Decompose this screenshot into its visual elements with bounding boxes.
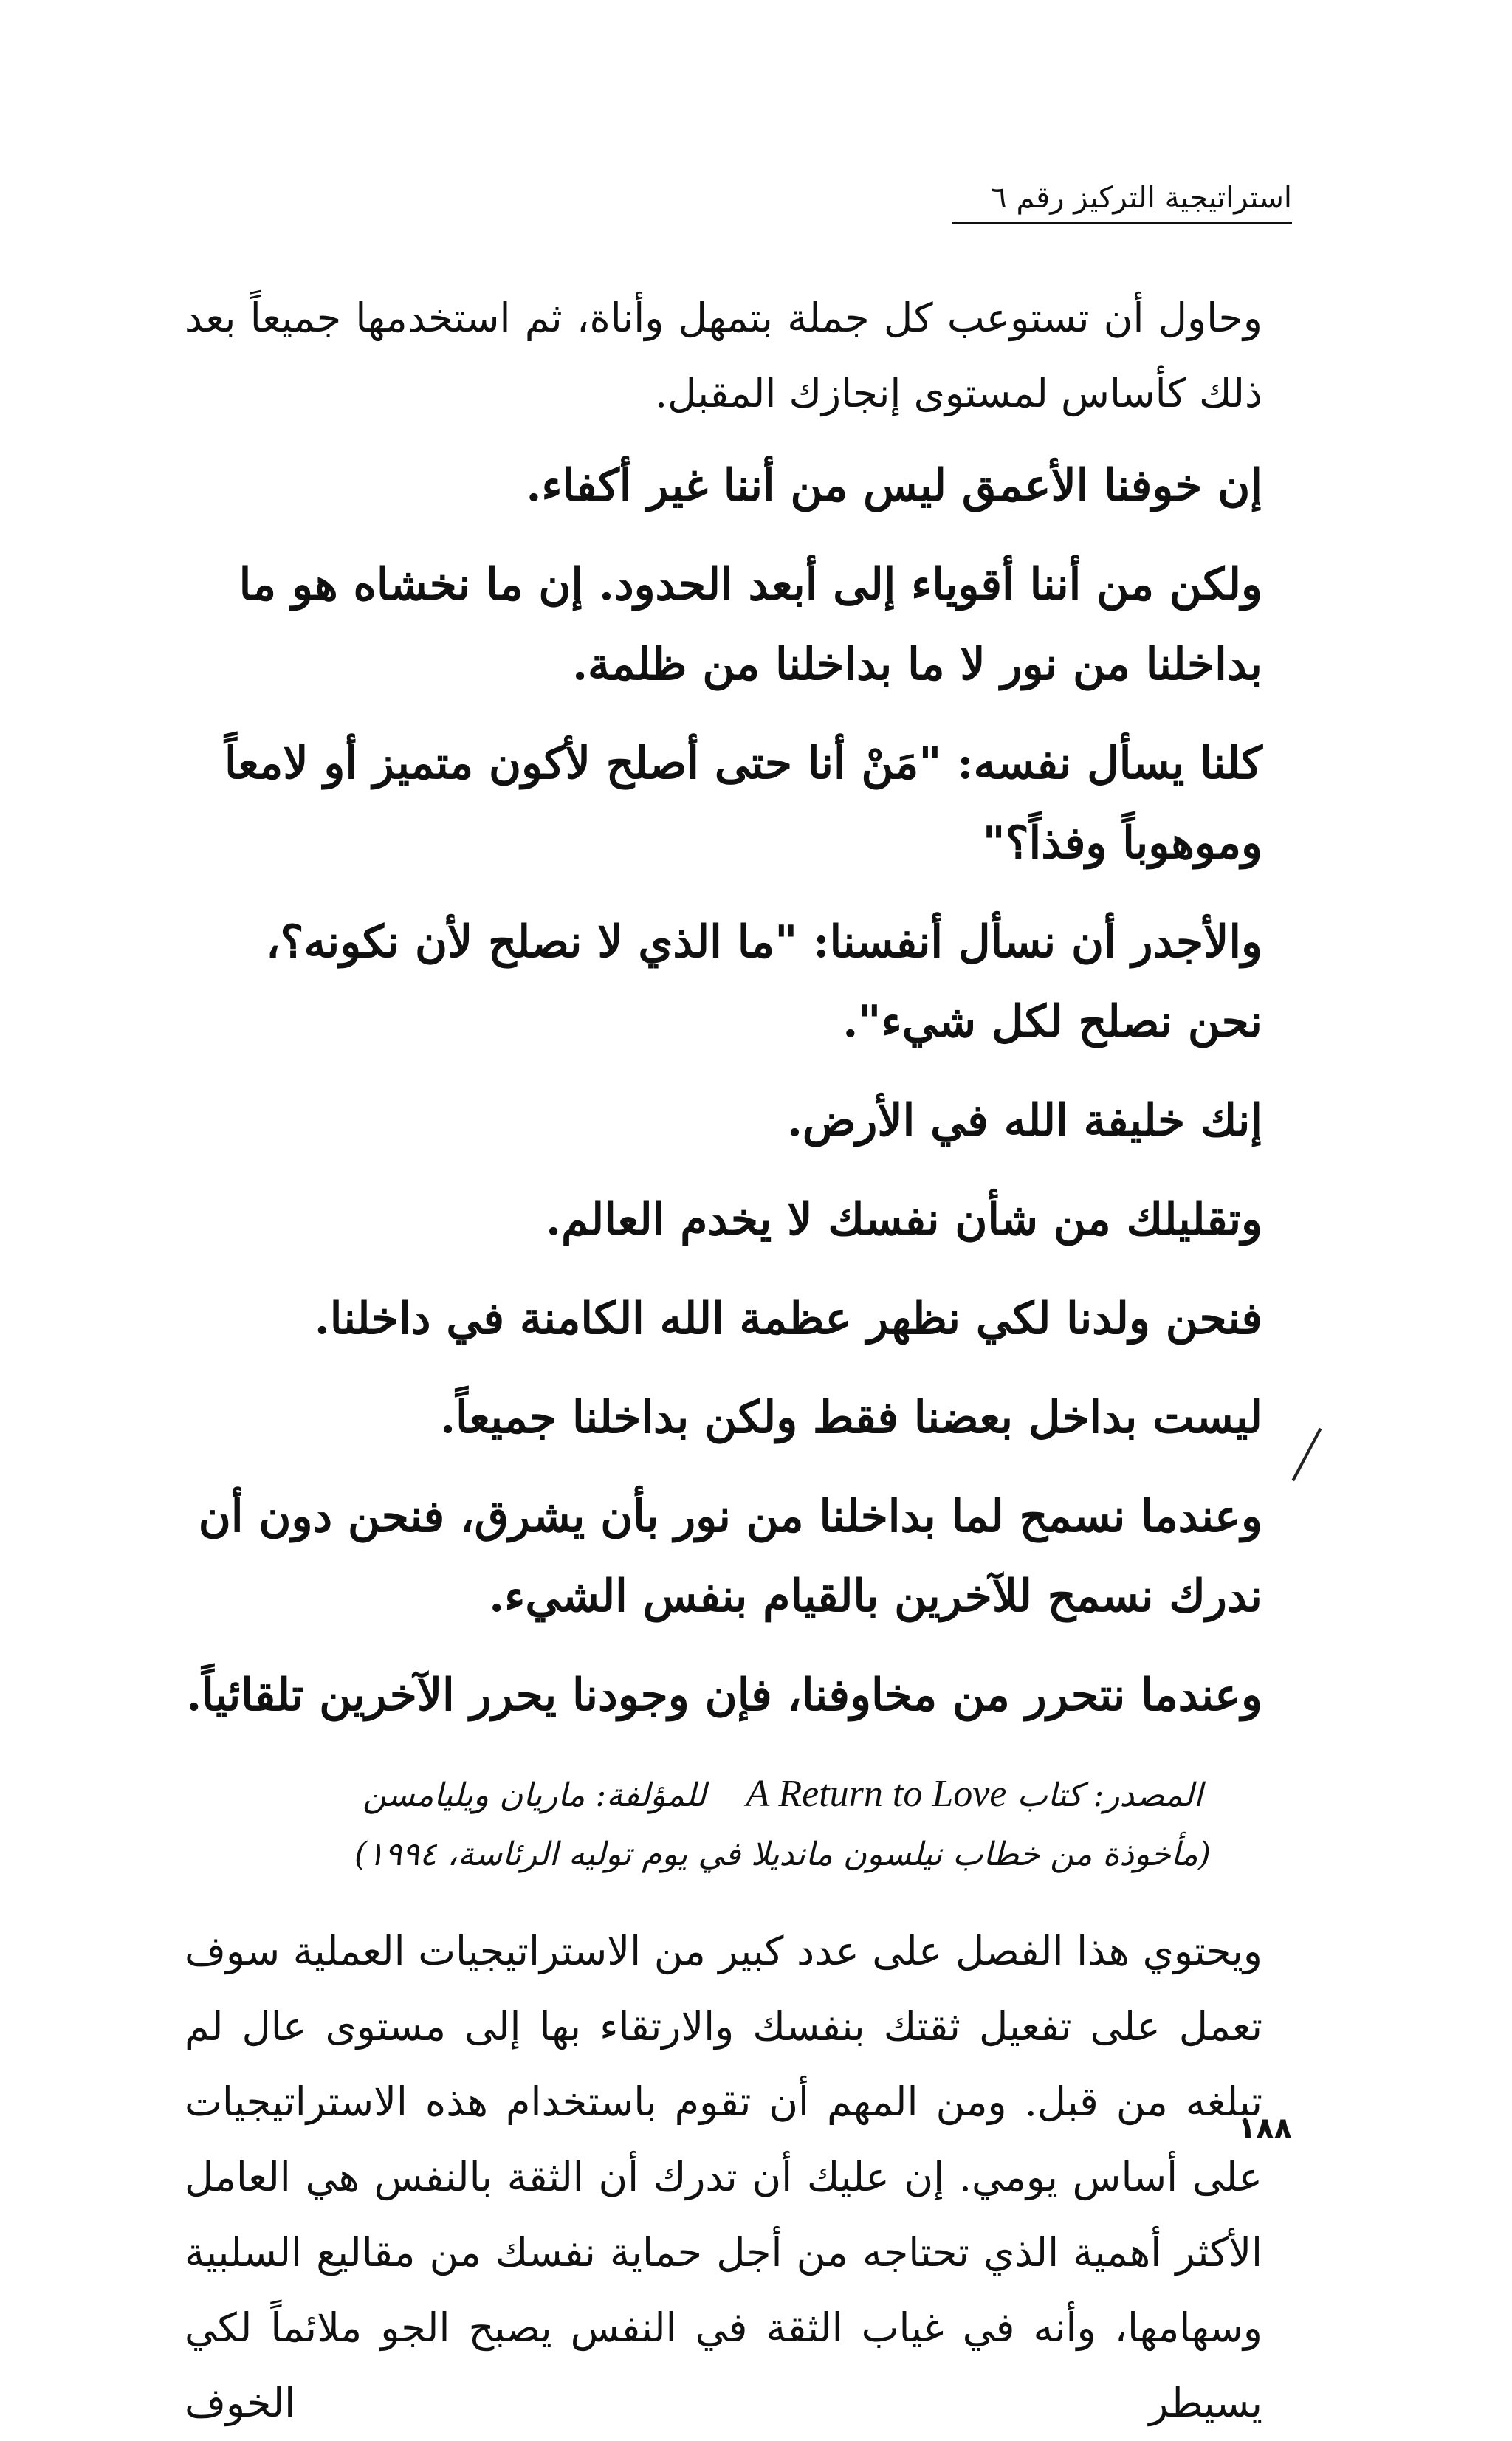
quote-line: والأجدر أن نسأل أنفسنا: "ما الذي لا نصلح لأن نكونه؟، نحن نصلح لكل شيء". — [266, 916, 1262, 1048]
source-book-title: A Return to Love — [746, 1773, 1007, 1815]
quote-line: وتقليلك من شأن نفسك لا يخدم العالم. — [546, 1194, 1262, 1246]
body-text: ويحتوي هذا الفصل على عدد كبير من الاستراتيجيات العملية سوف تعمل على تفعيل ثقتك بنفسك والارتقاء بها إلى مستوى عال لم تبلغه من قبل. ومن المهم أن تقوم باستخدام هذه الاستراتيجيات على أساس يومي. إن عليك أن تدرك أن الثقة بالنفس هي العامل الأكثر أهمية الذي تحتاجه من أجل حماية نفسك من مقاليع السلبية وسهامها، وأنه في غياب الثقة في النفس يصبح الجو ملائماً لكي يسيطر الخوف — [185, 1928, 1262, 2426]
quote-line: وعندما نتحرر من مخاوفنا، فإن وجودنا يحرر الآخرين تلقائياً. — [186, 1669, 1262, 1721]
page-content — [185, 281, 1262, 2441]
margin-pencil-mark — [1291, 1428, 1322, 1482]
quote-line: فنحن ولدنا لكي نظهر عظمة الله الكامنة في داخلنا. — [314, 1293, 1262, 1345]
quote-line: إن خوفنا الأعمق ليس من أننا غير أكفاء. — [526, 460, 1262, 512]
quote-line: إنك خليفة الله في الأرض. — [786, 1095, 1262, 1147]
page-number: ١٨٨ — [1237, 2112, 1292, 2146]
intro-paragraph — [185, 281, 1262, 431]
quote-line: كلنا يسأل نفسه: "مَنْ أنا حتى أصلح لأكون متميز أو لامعاً وموهوباً وفذاً؟" — [224, 738, 1262, 869]
source-citation — [303, 1765, 1262, 1825]
quote-block — [185, 446, 1262, 1735]
intro-text: وحاول أن تستوعب كل جملة بتمهل وأناة، ثم استخدمها جميعاً بعد ذلك كأساس لمستوى إنجازك المقبل. — [185, 295, 1262, 416]
source-author: للمؤلفة: ماريان ويليامسن — [362, 1776, 707, 1814]
quote-source — [185, 1765, 1262, 1884]
header-rule — [952, 222, 1292, 224]
quote-line: وعندما نسمح لما بداخلنا من نور بأن يشرق، فنحن دون أن ندرك نسمح للآخرين بالقيام بنفس الشيء. — [198, 1491, 1262, 1622]
source-prefix: المصدر: كتاب — [1017, 1776, 1203, 1814]
running-header: استراتيجية التركيز رقم ٦ — [991, 181, 1292, 215]
quote-line: ليست بداخل بعضنا فقط ولكن بداخلنا جميعاً. — [440, 1392, 1262, 1443]
body-paragraph — [185, 1914, 1262, 2441]
quote-line: ولكن من أننا أقوياء إلى أبعد الحدود. إن ما نخشاه هو ما بداخلنا من نور لا ما بداخلنا من ظلمة. — [238, 559, 1262, 690]
source-note: (مأخوذة من خطاب نيلسون مانديلا في يوم توليه الرئاسة، ١٩٩٤) — [354, 1836, 1212, 1873]
